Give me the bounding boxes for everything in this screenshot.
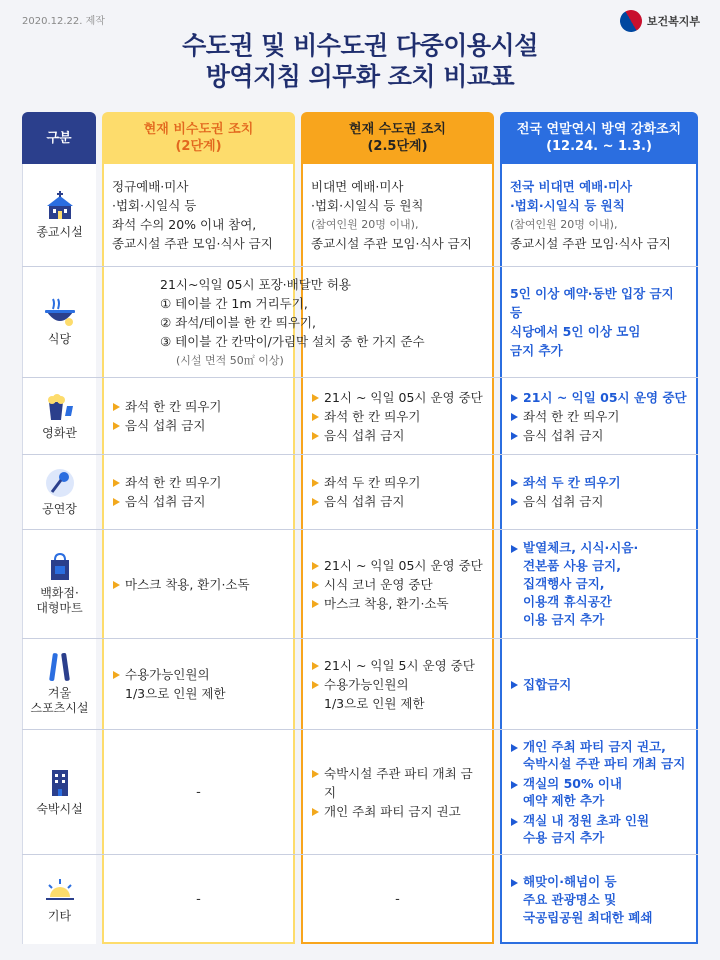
row-cinema	[22, 378, 698, 454]
etc-non-capital: -	[196, 892, 201, 907]
etc-nationwide: 해맞이·해넘이 등 주요 관광명소 및 국공립공원 최대한 폐쇄	[502, 855, 696, 944]
church-icon	[43, 191, 77, 221]
department-non-capital: 마스크 착용, 환기·소독	[104, 530, 293, 638]
row-winter-sports	[22, 639, 698, 729]
ministry-logo	[620, 10, 700, 32]
row-religion	[22, 164, 698, 266]
microphone-icon	[43, 468, 77, 498]
page-title	[0, 30, 720, 92]
ski-icon	[43, 652, 77, 682]
row-restaurant	[22, 267, 698, 377]
food-bowl-icon	[43, 298, 77, 328]
row-department-store	[22, 530, 698, 638]
category-cinema: 영화관	[22, 378, 96, 454]
cinema-capital: 21시 ~ 익일 05시 운영 중단 좌석 한 칸 띄우기 음식 섭취 금지	[303, 378, 492, 454]
title-line-2: 방역지침 의무화 조치 비교표	[205, 62, 515, 91]
restaurant-nationwide: 5인 이상 예약·동반 입장 금지 등 식당에서 5인 이상 모임 금지 추가	[510, 286, 674, 358]
header-non-capital: 현재 비수도권 조치 (2단계)	[102, 112, 295, 164]
row-performance	[22, 455, 698, 529]
row-lodging	[22, 730, 698, 854]
category-lodging: 숙박시설	[22, 730, 96, 854]
category-etc: 기타	[22, 855, 96, 944]
lodging-nationwide: 개인 주최 파티 금지 권고, 숙박시설 주관 파티 개최 금지 객실의 50% 이내 예약 제한 추가 객실 내 정원 초과 인원 수용 금지 추가	[502, 730, 696, 854]
category-performance: 공연장	[22, 455, 96, 529]
comparison-table	[22, 112, 698, 944]
date-stamp: 2020.12.22. 제작	[22, 16, 105, 27]
cinema-non-capital: 좌석 한 칸 띄우기 음식 섭취 금지	[104, 378, 293, 454]
performance-capital: 좌석 두 칸 띄우기 음식 섭취 금지	[303, 455, 492, 529]
shopping-bag-icon	[43, 552, 77, 582]
performance-nationwide: 좌석 두 칸 띄우기 음식 섭취 금지	[502, 455, 696, 529]
winter-capital: 21시 ~ 익일 5시 운영 중단 수용가능인원의 1/3으로 인원 제한	[303, 639, 492, 729]
winter-non-capital: 수용가능인원의 1/3으로 인원 제한	[104, 639, 293, 729]
sunrise-icon	[43, 875, 77, 905]
winter-nationwide: 집합금지	[502, 639, 696, 729]
row-etc	[22, 855, 698, 944]
department-capital: 21시 ~ 익일 05시 운영 중단 시식 코너 운영 중단 마스크 착용, 환기·소독	[303, 530, 492, 638]
religion-nationwide: 전국 비대면 예배·미사 ·법회·시일식 등 원칙 (참여인원 20명 이내), 종교시설 주관 모임·식사 금지	[510, 179, 671, 251]
title-line-1: 수도권 및 비수도권 다중이용시설	[182, 31, 538, 60]
popcorn-icon	[43, 392, 77, 422]
restaurant-merged-rules: 21시~익일 05시 포장·배달만 허용 ① 테이블 간 1m 거리두기, ② 좌석/테이블 한 칸 띄우기, ③ 테이블 간 칸막이/가림막 설치 중 한 가지 준수 (시설 면적 50㎡ 이상)	[160, 276, 425, 367]
lodging-non-capital: -	[196, 784, 201, 800]
header-capital: 현재 수도권 조치 (2.5단계)	[301, 112, 494, 164]
category-religion: 종교시설	[22, 164, 96, 266]
category-restaurant: 식당	[22, 267, 96, 377]
etc-capital: -	[395, 892, 400, 907]
category-department-store: 백화점· 대형마트	[22, 530, 96, 638]
department-nationwide: 발열체크, 시식·시음· 견본품 사용 금지, 집객행사 금지, 이용객 휴식공간 이용 금지 추가	[502, 530, 696, 638]
cinema-nationwide: 21시 ~ 익일 05시 운영 중단 좌석 한 칸 띄우기 음식 섭취 금지	[502, 378, 696, 454]
lodging-capital: 숙박시설 주관 파티 개최 금지 개인 주최 파티 금지 권고	[303, 730, 492, 854]
hotel-icon	[43, 768, 77, 798]
performance-non-capital: 좌석 한 칸 띄우기 음식 섭취 금지	[104, 455, 293, 529]
header-nationwide: 전국 연말연시 방역 강화조치 (12.24. ~ 1.3.)	[500, 112, 698, 164]
category-winter-sports: 겨울 스포츠시설	[22, 639, 96, 729]
header-category: 구분	[22, 112, 96, 164]
religion-capital: 비대면 예배·미사 ·법회·시일식 등 원칙 (참여인원 20명 이내), 종교시설 주관 모임·식사 금지	[311, 179, 472, 251]
religion-non-capital: 정규예배·미사 ·법회·시일식 등 좌석 수의 20% 이내 참여, 종교시설 주관 모임·식사 금지	[112, 179, 273, 251]
ministry-name: 보건복지부	[646, 15, 700, 28]
